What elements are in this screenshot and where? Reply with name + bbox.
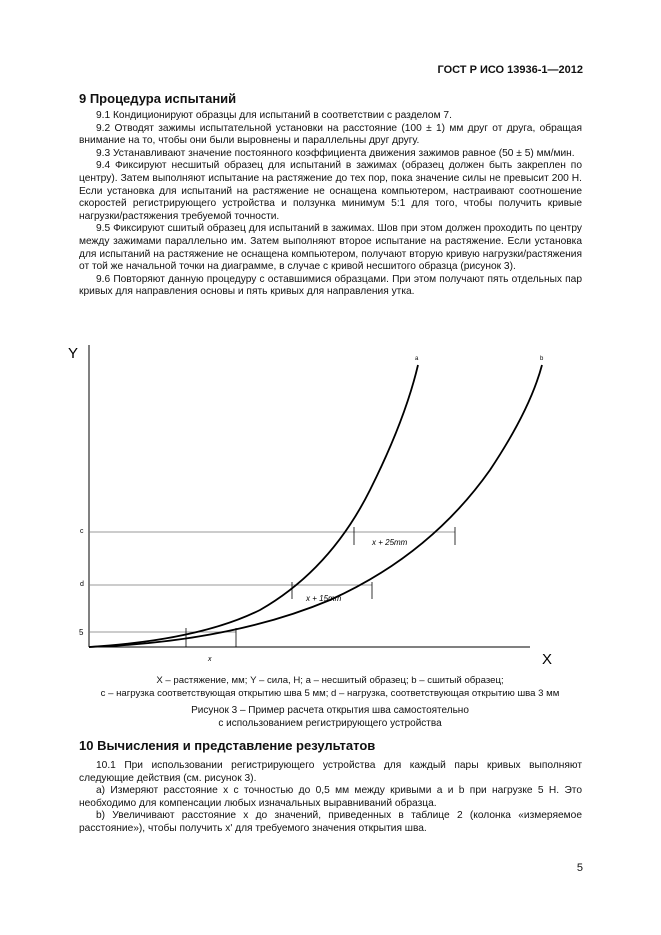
figure-legend — [40, 675, 620, 700]
curve-a-label: a — [415, 356, 419, 362]
annotation-x-plus-15: x + 15mm — [306, 594, 342, 603]
page-number: 5 — [576, 862, 583, 874]
caption-line-2: с использованием регистрирующего устройства — [218, 717, 442, 729]
x-mark-label: x — [208, 656, 212, 663]
legend-line-2: c – нагрузка соответствующая открытию шва 5 мм; d – нагрузка, соответствующая открытию шва 3 мм — [100, 687, 560, 699]
paragraph-10-1: 10.1 При использовании регистрирующего устройства для каждый пары кривых выполняют следующие действия (см. рисунок 3). — [79, 760, 582, 784]
paragraph-9-2: 9.2 Отводят зажимы испытательной установки на расстояние (100 ± 1) мм друг от друга, обращая внимание на то, чтобы они были выровнены и параллельны друг другу. — [79, 122, 582, 147]
tick-d-label: d — [80, 581, 84, 588]
section-10-title: 10 Вычисления и представление результатов — [79, 738, 376, 753]
paragraph-9-4: 9.4 Фиксируют несшитый образец для испытаний в зажимах (образец должен быть закреплен по центру). Затем выполняют испытание на растяжение до тех пор, пока значение силы не превысит 200 Н. Если установка для испытаний на растяжение не оснащена компьютером, настраивают соотношение скоростей регистрирующего устройства и ползунка минимум 5:1 для того, чтобы получить кривые нагрузки/растяжения требуемой точности. — [79, 160, 582, 222]
curve-a — [89, 365, 418, 647]
tick-5-label: 5 — [79, 628, 84, 637]
figure-caption — [40, 705, 620, 730]
paragraph-10-a: а) Измеряют расстояние x с точностью до 0,5 мм между кривыми a и b при нагрузке 5 Н. Это необходимо для компенсации любых изначальных выравниваний образца. — [79, 785, 582, 809]
document-code: ГОСТ Р ИСО 13936-1—2012 — [437, 64, 583, 76]
paragraph-10-b: b) Увеличивают расстояние x до значений, приведенных в таблице 2 (колонка «измеряемое расстояние»), чтобы получить x' для требуемого значения открытия шва. — [79, 810, 582, 834]
y-axis-label: Y — [68, 345, 79, 362]
tick-c-label: c — [80, 528, 84, 535]
paragraph-9-3: 9.3 Устанавливают значение постоянного коэффициента движения зажимов равное (50 ± 5) мм/мин. — [96, 147, 575, 159]
curve-b-label: b — [540, 356, 544, 362]
paragraph-9-1: 9.1 Кондиционируют образцы для испытаний в соответствии с разделом 7. — [96, 110, 452, 121]
figure-3-diagram — [0, 335, 661, 670]
section-10-body — [79, 760, 582, 836]
annotation-x-plus-25: x + 25mm — [372, 538, 408, 547]
paragraph-9-5: 9.5 Фиксируют сшитый образец для испытаний в зажимах. Шов при этом должен проходить по центру между зажимами параллельно им. Затем выполняют второе испытание на растяжение. Если установка для испытаний на растяжение не оснащена компьютером, получают вторую кривую нагрузки/растяжения от той же начальной точки на диаграмме, в случае с кривой несшитого образца (рисунок 3). — [79, 223, 582, 273]
section-9-body — [79, 110, 582, 299]
caption-line-1: Рисунок 3 – Пример расчета открытия шва самостоятельно — [191, 705, 469, 716]
curve-b — [89, 365, 542, 647]
section-9-title: 9 Процедура испытаний — [79, 91, 237, 106]
x-axis-label: X — [542, 651, 553, 668]
legend-line-1: X – растяжение, мм; Y – сила, Н; a – несшитый образец; b – сшитый образец; — [156, 675, 504, 686]
paragraph-9-6: 9.6 Повторяют данную процедуру с оставшимися образцами. При этом получают пять отдельных пар кривых для направления основы и пять кривых для направления утка. — [79, 273, 582, 298]
